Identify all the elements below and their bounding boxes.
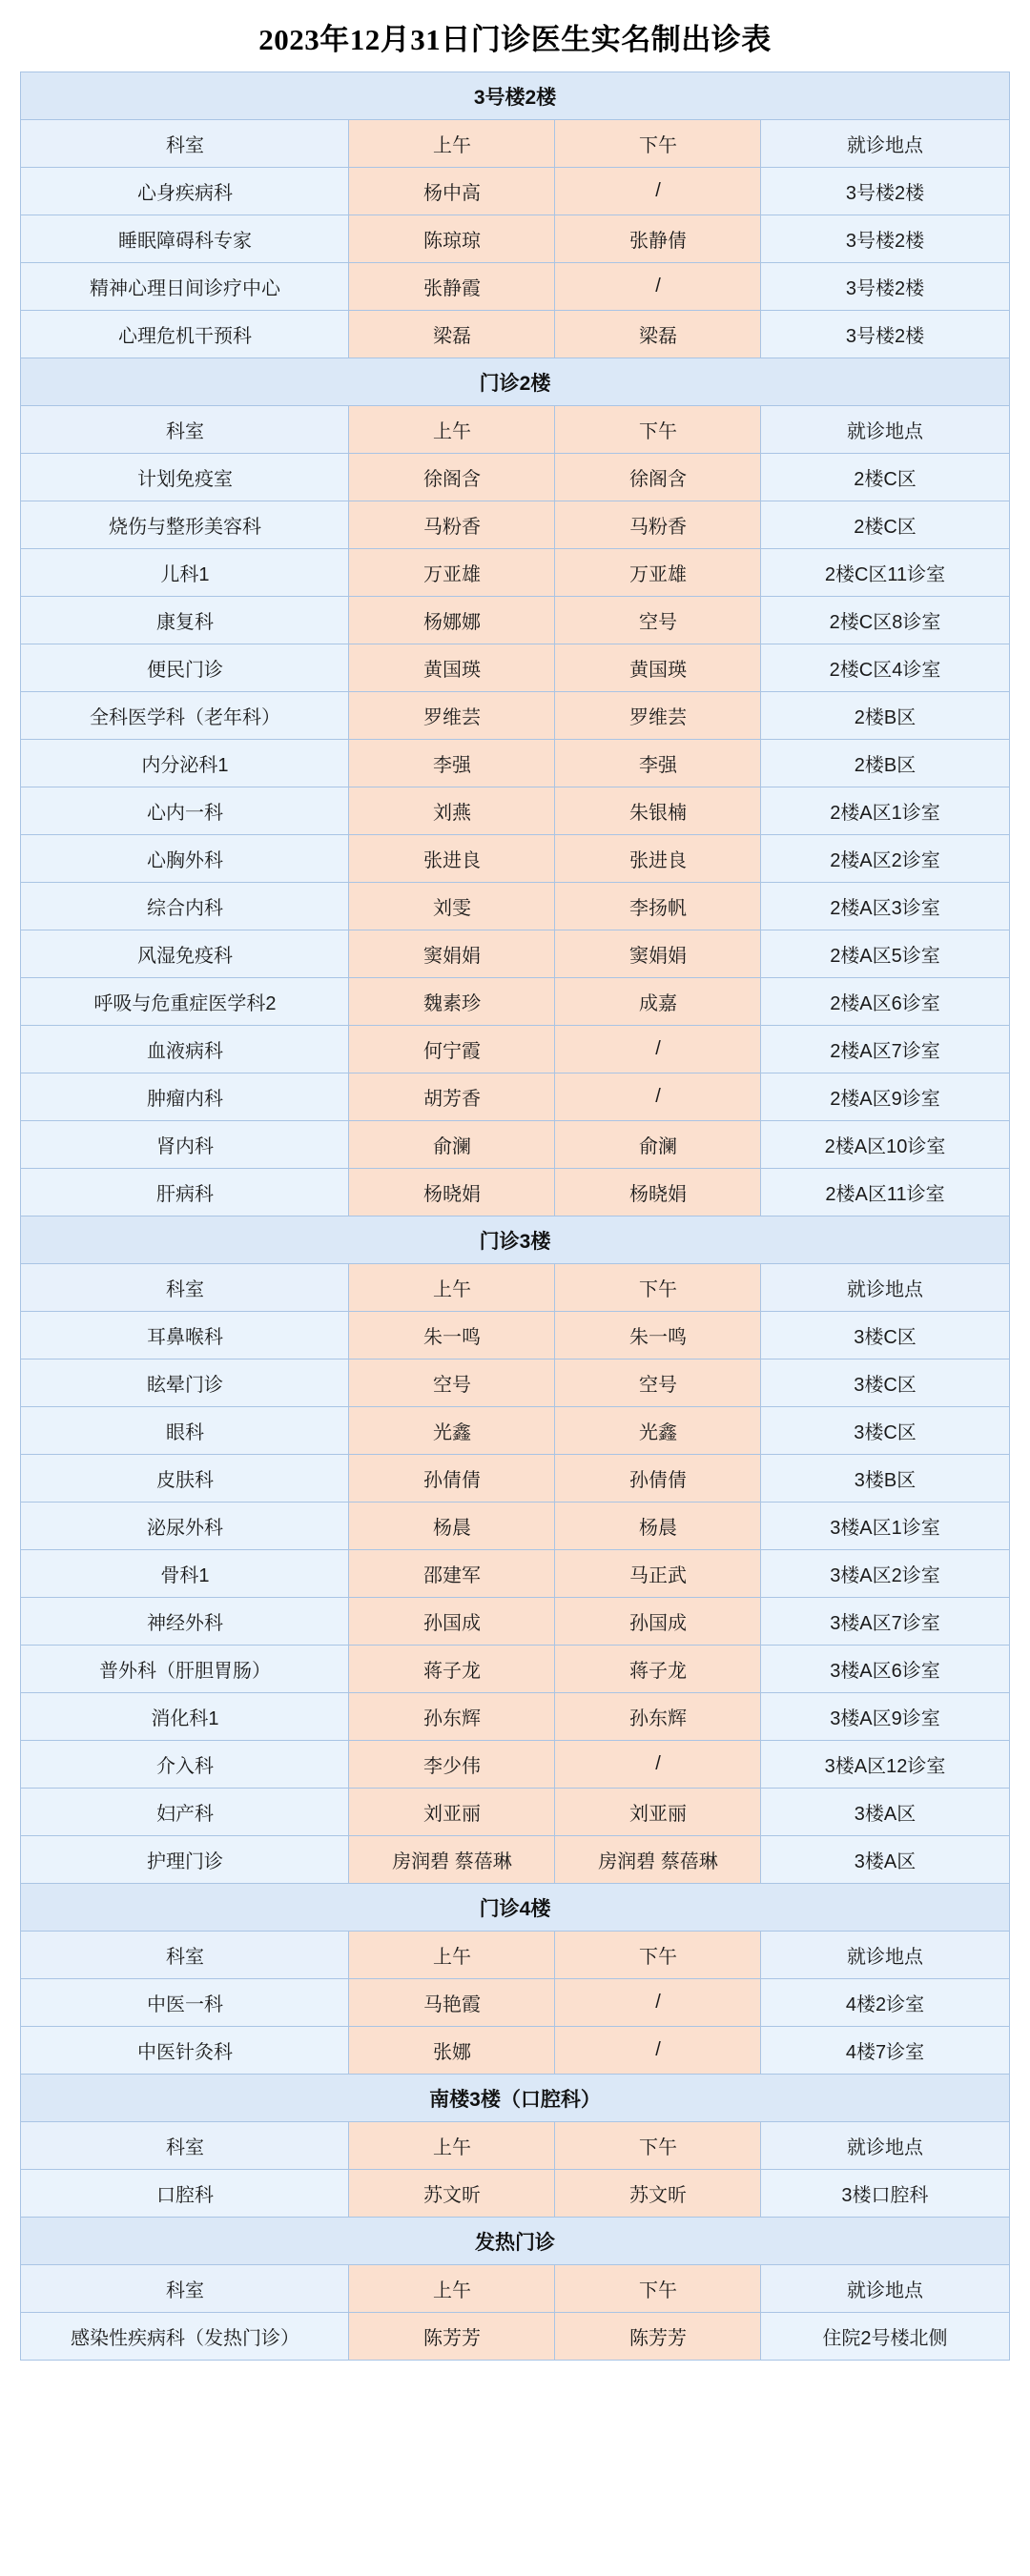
cell-department: 神经外科 bbox=[21, 1598, 349, 1646]
cell-location: 3楼A区7诊室 bbox=[761, 1598, 1009, 1646]
cell-department: 风湿免疫科 bbox=[21, 930, 349, 978]
table-row bbox=[21, 1360, 1009, 1407]
cell-department: 眩晕门诊 bbox=[21, 1360, 349, 1407]
cell-afternoon-doctor: 梁磊 bbox=[555, 311, 761, 358]
column-header-location: 就诊地点 bbox=[761, 120, 1009, 168]
cell-department: 计划免疫室 bbox=[21, 454, 349, 501]
cell-department: 护理门诊 bbox=[21, 1836, 349, 1884]
table-row bbox=[21, 787, 1009, 835]
cell-location: 3楼A区 bbox=[761, 1789, 1009, 1836]
cell-morning-doctor: 孙国成 bbox=[349, 1598, 555, 1646]
cell-location: 3楼A区9诊室 bbox=[761, 1693, 1009, 1741]
column-header-afternoon: 下午 bbox=[555, 2122, 761, 2170]
cell-morning-doctor: 刘亚丽 bbox=[349, 1789, 555, 1836]
section-header-row bbox=[21, 2075, 1009, 2122]
cell-afternoon-doctor: 孙国成 bbox=[555, 1598, 761, 1646]
cell-morning-doctor: 孙东辉 bbox=[349, 1693, 555, 1741]
cell-morning-doctor: 刘燕 bbox=[349, 787, 555, 835]
cell-location: 2楼A区3诊室 bbox=[761, 883, 1009, 930]
table-row bbox=[21, 1169, 1009, 1216]
cell-location: 2楼A区9诊室 bbox=[761, 1073, 1009, 1121]
cell-afternoon-doctor: / bbox=[555, 1979, 761, 2027]
cell-morning-doctor: 张进良 bbox=[349, 835, 555, 883]
cell-morning-doctor: 梁磊 bbox=[349, 311, 555, 358]
cell-location: 4楼2诊室 bbox=[761, 1979, 1009, 2027]
cell-department: 康复科 bbox=[21, 597, 349, 644]
table-row bbox=[21, 1789, 1009, 1836]
cell-location: 3楼A区6诊室 bbox=[761, 1646, 1009, 1693]
cell-afternoon-doctor: 李扬帆 bbox=[555, 883, 761, 930]
table-row bbox=[21, 692, 1009, 740]
table-row bbox=[21, 1026, 1009, 1073]
table-row bbox=[21, 644, 1009, 692]
table-row bbox=[21, 1455, 1009, 1503]
cell-morning-doctor: 杨娜娜 bbox=[349, 597, 555, 644]
cell-department: 消化科1 bbox=[21, 1693, 349, 1741]
cell-afternoon-doctor: / bbox=[555, 1741, 761, 1789]
table-row bbox=[21, 740, 1009, 787]
cell-department: 全科医学科（老年科） bbox=[21, 692, 349, 740]
table-row bbox=[21, 1407, 1009, 1455]
cell-morning-doctor: 万亚雄 bbox=[349, 549, 555, 597]
cell-morning-doctor: 罗维芸 bbox=[349, 692, 555, 740]
table-row bbox=[21, 1073, 1009, 1121]
cell-location: 3号楼2楼 bbox=[761, 311, 1009, 358]
cell-department: 睡眠障碍科专家 bbox=[21, 215, 349, 263]
cell-afternoon-doctor: 俞澜 bbox=[555, 1121, 761, 1169]
cell-morning-doctor: 徐阁含 bbox=[349, 454, 555, 501]
cell-location: 2楼C区4诊室 bbox=[761, 644, 1009, 692]
cell-afternoon-doctor: 徐阁含 bbox=[555, 454, 761, 501]
table-row bbox=[21, 2027, 1009, 2075]
cell-morning-doctor: 杨晨 bbox=[349, 1503, 555, 1550]
cell-department: 普外科（肝胆胃肠） bbox=[21, 1646, 349, 1693]
cell-location: 3楼A区12诊室 bbox=[761, 1741, 1009, 1789]
cell-location: 3楼A区2诊室 bbox=[761, 1550, 1009, 1598]
cell-morning-doctor: 蒋子龙 bbox=[349, 1646, 555, 1693]
cell-location: 3楼A区 bbox=[761, 1836, 1009, 1884]
table-row bbox=[21, 597, 1009, 644]
cell-afternoon-doctor: / bbox=[555, 1073, 761, 1121]
column-header-morning: 上午 bbox=[349, 2265, 555, 2313]
cell-morning-doctor: 黄国瑛 bbox=[349, 644, 555, 692]
cell-location: 3号楼2楼 bbox=[761, 215, 1009, 263]
cell-morning-doctor: 张娜 bbox=[349, 2027, 555, 2075]
column-header-afternoon: 下午 bbox=[555, 120, 761, 168]
cell-afternoon-doctor: 房润碧 蔡蓓琳 bbox=[555, 1836, 761, 1884]
column-header-morning: 上午 bbox=[349, 1932, 555, 1979]
cell-morning-doctor: 张静霞 bbox=[349, 263, 555, 311]
cell-location: 3号楼2楼 bbox=[761, 168, 1009, 215]
table-row bbox=[21, 930, 1009, 978]
cell-location: 2楼A区7诊室 bbox=[761, 1026, 1009, 1073]
table-row bbox=[21, 1550, 1009, 1598]
cell-location: 3楼口腔科 bbox=[761, 2170, 1009, 2218]
table-row bbox=[21, 1598, 1009, 1646]
cell-afternoon-doctor: / bbox=[555, 168, 761, 215]
cell-department: 内分泌科1 bbox=[21, 740, 349, 787]
cell-location: 2楼A区6诊室 bbox=[761, 978, 1009, 1026]
cell-department: 妇产科 bbox=[21, 1789, 349, 1836]
table-row bbox=[21, 1979, 1009, 2027]
schedule-table bbox=[20, 72, 1009, 2361]
column-header-location: 就诊地点 bbox=[761, 1264, 1009, 1312]
cell-location: 2楼C区 bbox=[761, 501, 1009, 549]
cell-location: 2楼C区 bbox=[761, 454, 1009, 501]
table-row bbox=[21, 1693, 1009, 1741]
cell-location: 2楼C区8诊室 bbox=[761, 597, 1009, 644]
cell-location: 2楼B区 bbox=[761, 740, 1009, 787]
page-title: 2023年12月31日门诊医生实名制出诊表 bbox=[258, 23, 772, 56]
cell-morning-doctor: 何宁霞 bbox=[349, 1026, 555, 1073]
cell-morning-doctor: 李少伟 bbox=[349, 1741, 555, 1789]
table-row bbox=[21, 168, 1009, 215]
column-header-afternoon: 下午 bbox=[555, 2265, 761, 2313]
cell-morning-doctor: 窦娟娟 bbox=[349, 930, 555, 978]
table-row bbox=[21, 1503, 1009, 1550]
table-row bbox=[21, 978, 1009, 1026]
table-row bbox=[21, 1646, 1009, 1693]
cell-department: 肝病科 bbox=[21, 1169, 349, 1216]
cell-location: 住院2号楼北侧 bbox=[761, 2313, 1009, 2361]
cell-morning-doctor: 孙倩倩 bbox=[349, 1455, 555, 1503]
cell-department: 泌尿外科 bbox=[21, 1503, 349, 1550]
cell-afternoon-doctor: 朱银楠 bbox=[555, 787, 761, 835]
cell-location: 3楼C区 bbox=[761, 1312, 1009, 1360]
cell-location: 2楼A区10诊室 bbox=[761, 1121, 1009, 1169]
cell-morning-doctor: 朱一鸣 bbox=[349, 1312, 555, 1360]
cell-location: 3楼C区 bbox=[761, 1407, 1009, 1455]
cell-morning-doctor: 邵建军 bbox=[349, 1550, 555, 1598]
cell-morning-doctor: 苏文昕 bbox=[349, 2170, 555, 2218]
cell-department: 中医一科 bbox=[21, 1979, 349, 2027]
column-header-dept: 科室 bbox=[21, 120, 349, 168]
cell-afternoon-doctor: 孙东辉 bbox=[555, 1693, 761, 1741]
cell-department: 口腔科 bbox=[21, 2170, 349, 2218]
cell-department: 呼吸与危重症医学科2 bbox=[21, 978, 349, 1026]
cell-afternoon-doctor: 苏文昕 bbox=[555, 2170, 761, 2218]
cell-location: 3号楼2楼 bbox=[761, 263, 1009, 311]
cell-afternoon-doctor: 马正武 bbox=[555, 1550, 761, 1598]
table-row bbox=[21, 1312, 1009, 1360]
cell-location: 3楼A区1诊室 bbox=[761, 1503, 1009, 1550]
cell-afternoon-doctor: 马粉香 bbox=[555, 501, 761, 549]
table-row bbox=[21, 883, 1009, 930]
cell-morning-doctor: 杨中高 bbox=[349, 168, 555, 215]
cell-location: 3楼B区 bbox=[761, 1455, 1009, 1503]
cell-afternoon-doctor: 孙倩倩 bbox=[555, 1455, 761, 1503]
cell-department: 心内一科 bbox=[21, 787, 349, 835]
cell-department: 血液病科 bbox=[21, 1026, 349, 1073]
column-header-location: 就诊地点 bbox=[761, 1932, 1009, 1979]
cell-afternoon-doctor: 张静倩 bbox=[555, 215, 761, 263]
cell-morning-doctor: 胡芳香 bbox=[349, 1073, 555, 1121]
cell-afternoon-doctor: / bbox=[555, 263, 761, 311]
column-header-row bbox=[21, 2265, 1009, 2313]
table-row bbox=[21, 311, 1009, 358]
cell-afternoon-doctor: 朱一鸣 bbox=[555, 1312, 761, 1360]
cell-morning-doctor: 李强 bbox=[349, 740, 555, 787]
cell-department: 精神心理日间诊疗中心 bbox=[21, 263, 349, 311]
cell-department: 介入科 bbox=[21, 1741, 349, 1789]
cell-department: 心理危机干预科 bbox=[21, 311, 349, 358]
cell-location: 4楼7诊室 bbox=[761, 2027, 1009, 2075]
cell-morning-doctor: 马艳霞 bbox=[349, 1979, 555, 2027]
column-header-dept: 科室 bbox=[21, 1932, 349, 1979]
section-title: 门诊4楼 bbox=[21, 1884, 1009, 1932]
column-header-morning: 上午 bbox=[349, 406, 555, 454]
section-title: 发热门诊 bbox=[21, 2218, 1009, 2265]
cell-department: 烧伤与整形美容科 bbox=[21, 501, 349, 549]
cell-department: 肿瘤内科 bbox=[21, 1073, 349, 1121]
cell-afternoon-doctor: 罗维芸 bbox=[555, 692, 761, 740]
cell-department: 皮肤科 bbox=[21, 1455, 349, 1503]
column-header-morning: 上午 bbox=[349, 120, 555, 168]
cell-location: 2楼C区11诊室 bbox=[761, 549, 1009, 597]
cell-department: 肾内科 bbox=[21, 1121, 349, 1169]
cell-afternoon-doctor: 陈芳芳 bbox=[555, 2313, 761, 2361]
column-header-morning: 上午 bbox=[349, 1264, 555, 1312]
cell-morning-doctor: 杨晓娟 bbox=[349, 1169, 555, 1216]
column-header-location: 就诊地点 bbox=[761, 2265, 1009, 2313]
column-header-row bbox=[21, 1932, 1009, 1979]
column-header-location: 就诊地点 bbox=[761, 2122, 1009, 2170]
cell-department: 心胸外科 bbox=[21, 835, 349, 883]
column-header-afternoon: 下午 bbox=[555, 1932, 761, 1979]
cell-department: 儿科1 bbox=[21, 549, 349, 597]
cell-afternoon-doctor: 万亚雄 bbox=[555, 549, 761, 597]
table-row bbox=[21, 2170, 1009, 2218]
column-header-morning: 上午 bbox=[349, 2122, 555, 2170]
cell-afternoon-doctor: 蒋子龙 bbox=[555, 1646, 761, 1693]
cell-location: 2楼A区11诊室 bbox=[761, 1169, 1009, 1216]
cell-afternoon-doctor: 黄国瑛 bbox=[555, 644, 761, 692]
cell-afternoon-doctor: / bbox=[555, 2027, 761, 2075]
table-row bbox=[21, 454, 1009, 501]
table-row bbox=[21, 1741, 1009, 1789]
cell-morning-doctor: 陈芳芳 bbox=[349, 2313, 555, 2361]
table-row bbox=[21, 501, 1009, 549]
cell-morning-doctor: 马粉香 bbox=[349, 501, 555, 549]
cell-location: 2楼B区 bbox=[761, 692, 1009, 740]
cell-morning-doctor: 光鑫 bbox=[349, 1407, 555, 1455]
section-title: 门诊3楼 bbox=[21, 1216, 1009, 1264]
cell-department: 耳鼻喉科 bbox=[21, 1312, 349, 1360]
table-row bbox=[21, 2313, 1009, 2361]
section-header-row bbox=[21, 72, 1009, 120]
cell-location: 3楼C区 bbox=[761, 1360, 1009, 1407]
table-row bbox=[21, 835, 1009, 883]
column-header-dept: 科室 bbox=[21, 1264, 349, 1312]
cell-morning-doctor: 俞澜 bbox=[349, 1121, 555, 1169]
cell-location: 2楼A区5诊室 bbox=[761, 930, 1009, 978]
cell-department: 便民门诊 bbox=[21, 644, 349, 692]
cell-morning-doctor: 空号 bbox=[349, 1360, 555, 1407]
cell-afternoon-doctor: 杨晨 bbox=[555, 1503, 761, 1550]
section-header-row bbox=[21, 358, 1009, 406]
cell-department: 综合内科 bbox=[21, 883, 349, 930]
section-title: 门诊2楼 bbox=[21, 358, 1009, 406]
column-header-afternoon: 下午 bbox=[555, 1264, 761, 1312]
table-row bbox=[21, 1836, 1009, 1884]
cell-afternoon-doctor: / bbox=[555, 1026, 761, 1073]
table-row bbox=[21, 263, 1009, 311]
cell-morning-doctor: 房润碧 蔡蓓琳 bbox=[349, 1836, 555, 1884]
section-title: 南楼3楼（口腔科） bbox=[21, 2075, 1009, 2122]
cell-department: 眼科 bbox=[21, 1407, 349, 1455]
cell-afternoon-doctor: 杨晓娟 bbox=[555, 1169, 761, 1216]
schedule-body bbox=[21, 72, 1009, 2361]
table-row bbox=[21, 1121, 1009, 1169]
column-header-dept: 科室 bbox=[21, 2122, 349, 2170]
column-header-row bbox=[21, 1264, 1009, 1312]
section-title: 3号楼2楼 bbox=[21, 72, 1009, 120]
table-row bbox=[21, 215, 1009, 263]
column-header-dept: 科室 bbox=[21, 406, 349, 454]
section-header-row bbox=[21, 1216, 1009, 1264]
cell-morning-doctor: 魏素珍 bbox=[349, 978, 555, 1026]
column-header-location: 就诊地点 bbox=[761, 406, 1009, 454]
section-header-row bbox=[21, 1884, 1009, 1932]
cell-afternoon-doctor: 成嘉 bbox=[555, 978, 761, 1026]
section-header-row bbox=[21, 2218, 1009, 2265]
cell-afternoon-doctor: 窦娟娟 bbox=[555, 930, 761, 978]
cell-morning-doctor: 陈琼琼 bbox=[349, 215, 555, 263]
cell-location: 2楼A区2诊室 bbox=[761, 835, 1009, 883]
cell-afternoon-doctor: 空号 bbox=[555, 1360, 761, 1407]
column-header-row bbox=[21, 2122, 1009, 2170]
column-header-afternoon: 下午 bbox=[555, 406, 761, 454]
column-header-row bbox=[21, 406, 1009, 454]
table-row bbox=[21, 549, 1009, 597]
cell-afternoon-doctor: 空号 bbox=[555, 597, 761, 644]
cell-location: 2楼A区1诊室 bbox=[761, 787, 1009, 835]
column-header-row bbox=[21, 120, 1009, 168]
cell-department: 感染性疾病科（发热门诊） bbox=[21, 2313, 349, 2361]
cell-afternoon-doctor: 张进良 bbox=[555, 835, 761, 883]
column-header-dept: 科室 bbox=[21, 2265, 349, 2313]
cell-afternoon-doctor: 光鑫 bbox=[555, 1407, 761, 1455]
cell-department: 心身疾病科 bbox=[21, 168, 349, 215]
cell-afternoon-doctor: 刘亚丽 bbox=[555, 1789, 761, 1836]
cell-morning-doctor: 刘雯 bbox=[349, 883, 555, 930]
cell-department: 中医针灸科 bbox=[21, 2027, 349, 2075]
cell-department: 骨科1 bbox=[21, 1550, 349, 1598]
cell-afternoon-doctor: 李强 bbox=[555, 740, 761, 787]
